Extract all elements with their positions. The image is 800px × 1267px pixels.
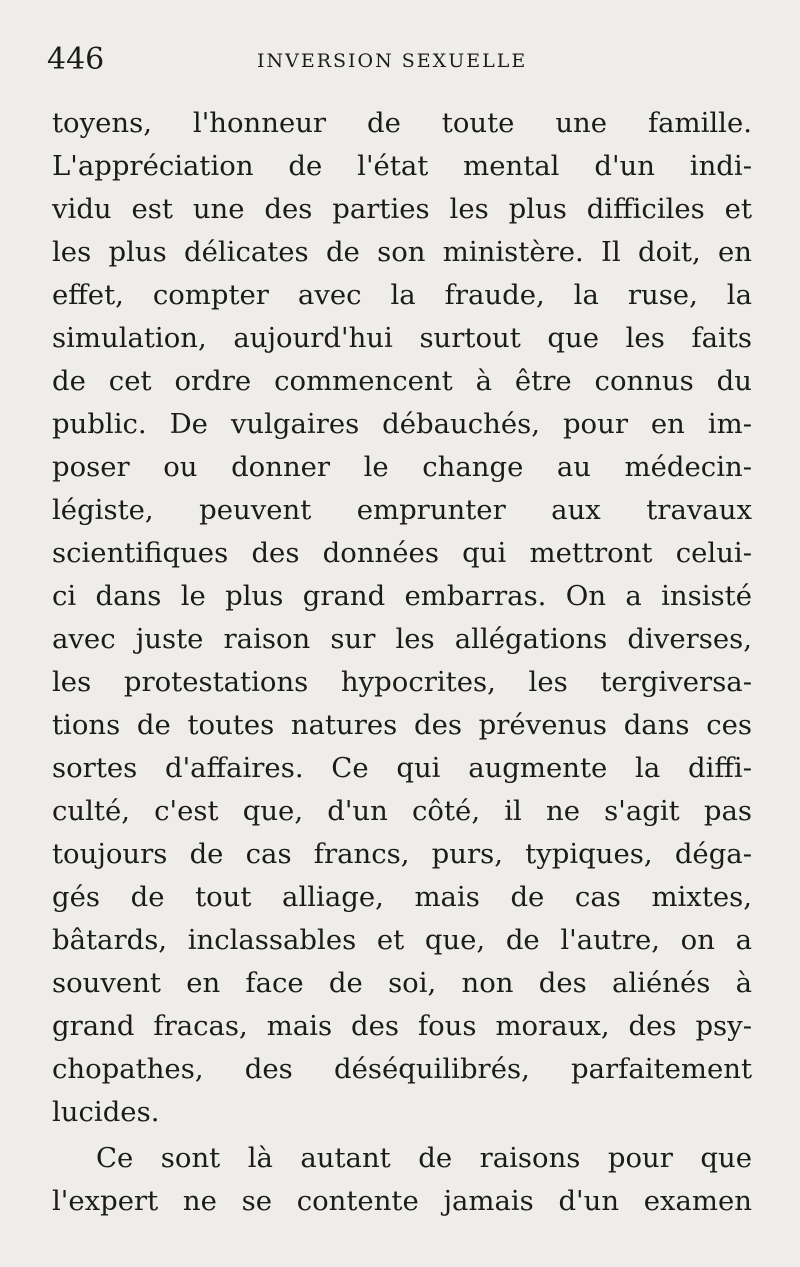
text-line: avec juste raison sur les allégations diverses, [52, 623, 752, 655]
text-line: toyens, l'honneur de toute une famille. [52, 107, 752, 139]
text-line: effet, compter avec la fraude, la ruse, la [52, 279, 752, 311]
text-line: souvent en face de soi, non des aliénés à [52, 967, 752, 999]
text-line: grand fracas, mais des fous moraux, des psy- [52, 1010, 752, 1042]
running-title: INVERSION SEXUELLE [257, 50, 528, 72]
text-line: scientifiques des données qui mettront celui- [52, 537, 752, 569]
text-line: lucides. [52, 1096, 160, 1128]
text-line: vidu est une des parties les plus difficiles et [52, 193, 752, 225]
text-line: simulation, aujourd'hui surtout que les faits [52, 322, 752, 354]
text-line: l'expert ne se contente jamais d'un examen [52, 1185, 752, 1217]
text-line: poser ou donner le change au médecin- [52, 451, 752, 483]
text-line: bâtards, inclassables et que, de l'autre, on a [52, 924, 752, 956]
text-line: L'appréciation de l'état mental d'un indi- [52, 150, 752, 182]
text-line: ci dans le plus grand embarras. On a insisté [52, 580, 752, 612]
text-line: toujours de cas francs, purs, typiques, déga- [52, 838, 752, 870]
text-line: gés de tout alliage, mais de cas mixtes, [52, 881, 752, 913]
text-line: sortes d'affaires. Ce qui augmente la diffi- [52, 752, 752, 784]
text-line: les plus délicates de son ministère. Il doit, en [52, 236, 752, 268]
page-number: 446 [47, 42, 105, 77]
text-line: légiste, peuvent emprunter aux travaux [52, 494, 752, 526]
text-line: Ce sont là autant de raisons pour que [96, 1142, 752, 1174]
text-line: de cet ordre commencent à être connus du [52, 365, 752, 397]
text-line: les protestations hypocrites, les tergiversa- [52, 666, 752, 698]
text-line: chopathes, des déséquilibrés, parfaitement [52, 1053, 752, 1085]
text-line: tions de toutes natures des prévenus dans ces [52, 709, 752, 741]
text-line: culté, c'est que, d'un côté, il ne s'agit pas [52, 795, 752, 827]
text-line: public. De vulgaires débauchés, pour en im- [52, 408, 752, 440]
